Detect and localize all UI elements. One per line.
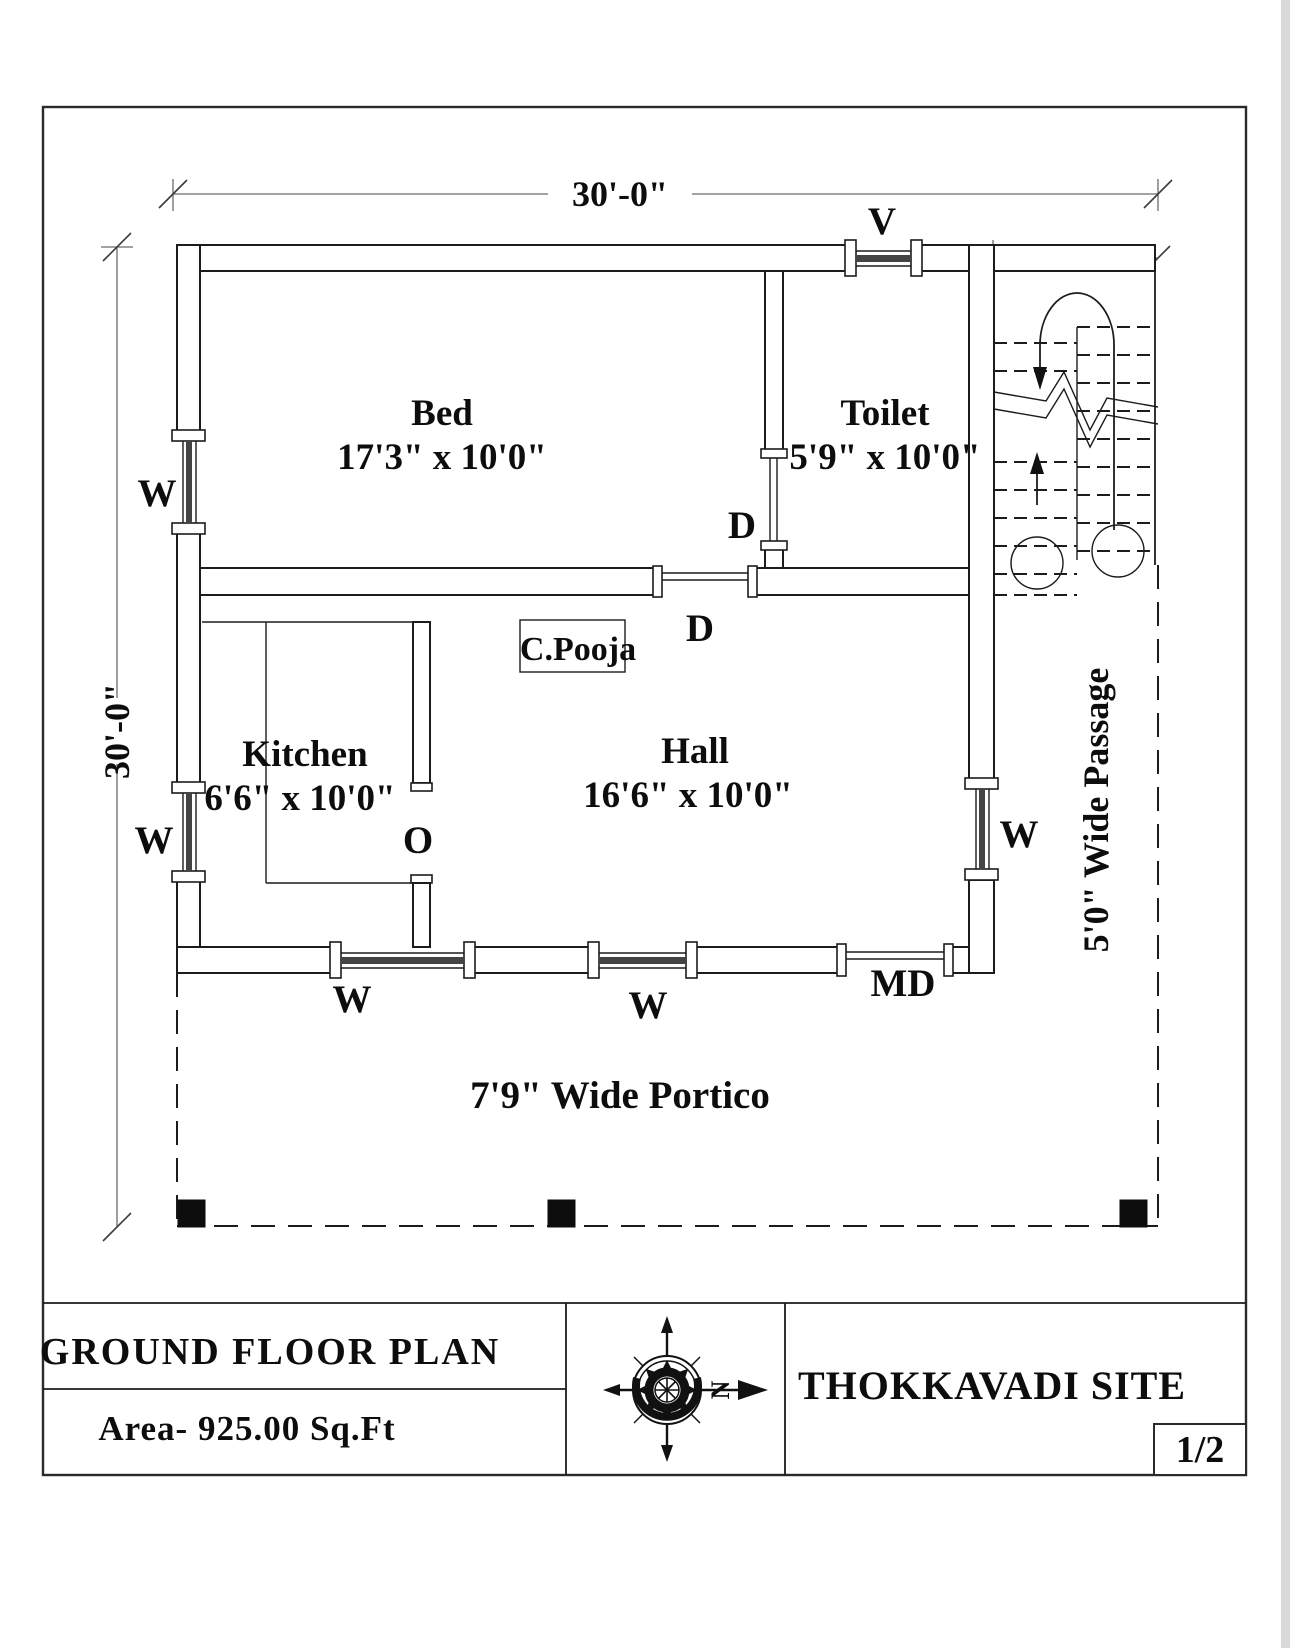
room-label-hall: Hall xyxy=(661,731,729,772)
drawing-title: GROUND FLOOR PLAN xyxy=(39,1331,501,1373)
window-label-bed: W xyxy=(137,472,177,515)
room-label-toilet: Toilet xyxy=(840,393,930,434)
door-label-toilet: D xyxy=(727,504,757,547)
area-label: Area- 925.00 Sq.Ft xyxy=(98,1409,396,1448)
dimension-left-label: 30'-0" xyxy=(97,683,137,779)
ventilator-label: V xyxy=(867,200,897,243)
north-letter: N xyxy=(705,1380,735,1400)
room-size-hall: 16'6" x 10'0" xyxy=(583,775,793,816)
passage-label: 5'0" Wide Passage xyxy=(1076,667,1116,953)
portico-column xyxy=(548,1200,575,1227)
page-edge xyxy=(1281,0,1290,1648)
portico-column xyxy=(1120,1200,1147,1227)
room-label-bed: Bed xyxy=(411,393,473,434)
room-label-kitchen: Kitchen xyxy=(242,734,368,775)
page-number: 1/2 xyxy=(1175,1429,1225,1471)
portico-label: 7'9" Wide Portico xyxy=(470,1074,770,1117)
main-door-label: MD xyxy=(870,962,936,1005)
portico-column xyxy=(178,1200,205,1227)
door-label-bed: D xyxy=(685,607,715,650)
room-label-pooja: C.Pooja xyxy=(519,631,637,668)
dimension-top-label: 30'-0" xyxy=(572,174,668,214)
window-label-hall: W xyxy=(999,813,1039,856)
window-label-kitchen: W xyxy=(134,819,174,862)
site-name: THOKKAVADI SITE xyxy=(797,1363,1187,1408)
room-size-toilet: 5'9" x 10'0" xyxy=(789,437,981,478)
room-size-bed: 17'3" x 10'0" xyxy=(337,437,547,478)
window-label-bottom-2: W xyxy=(628,984,668,1027)
room-size-kitchen: 6'6" x 10'0" xyxy=(204,778,396,819)
opening-label: O xyxy=(402,819,434,862)
window-label-bottom-1: W xyxy=(332,978,372,1021)
